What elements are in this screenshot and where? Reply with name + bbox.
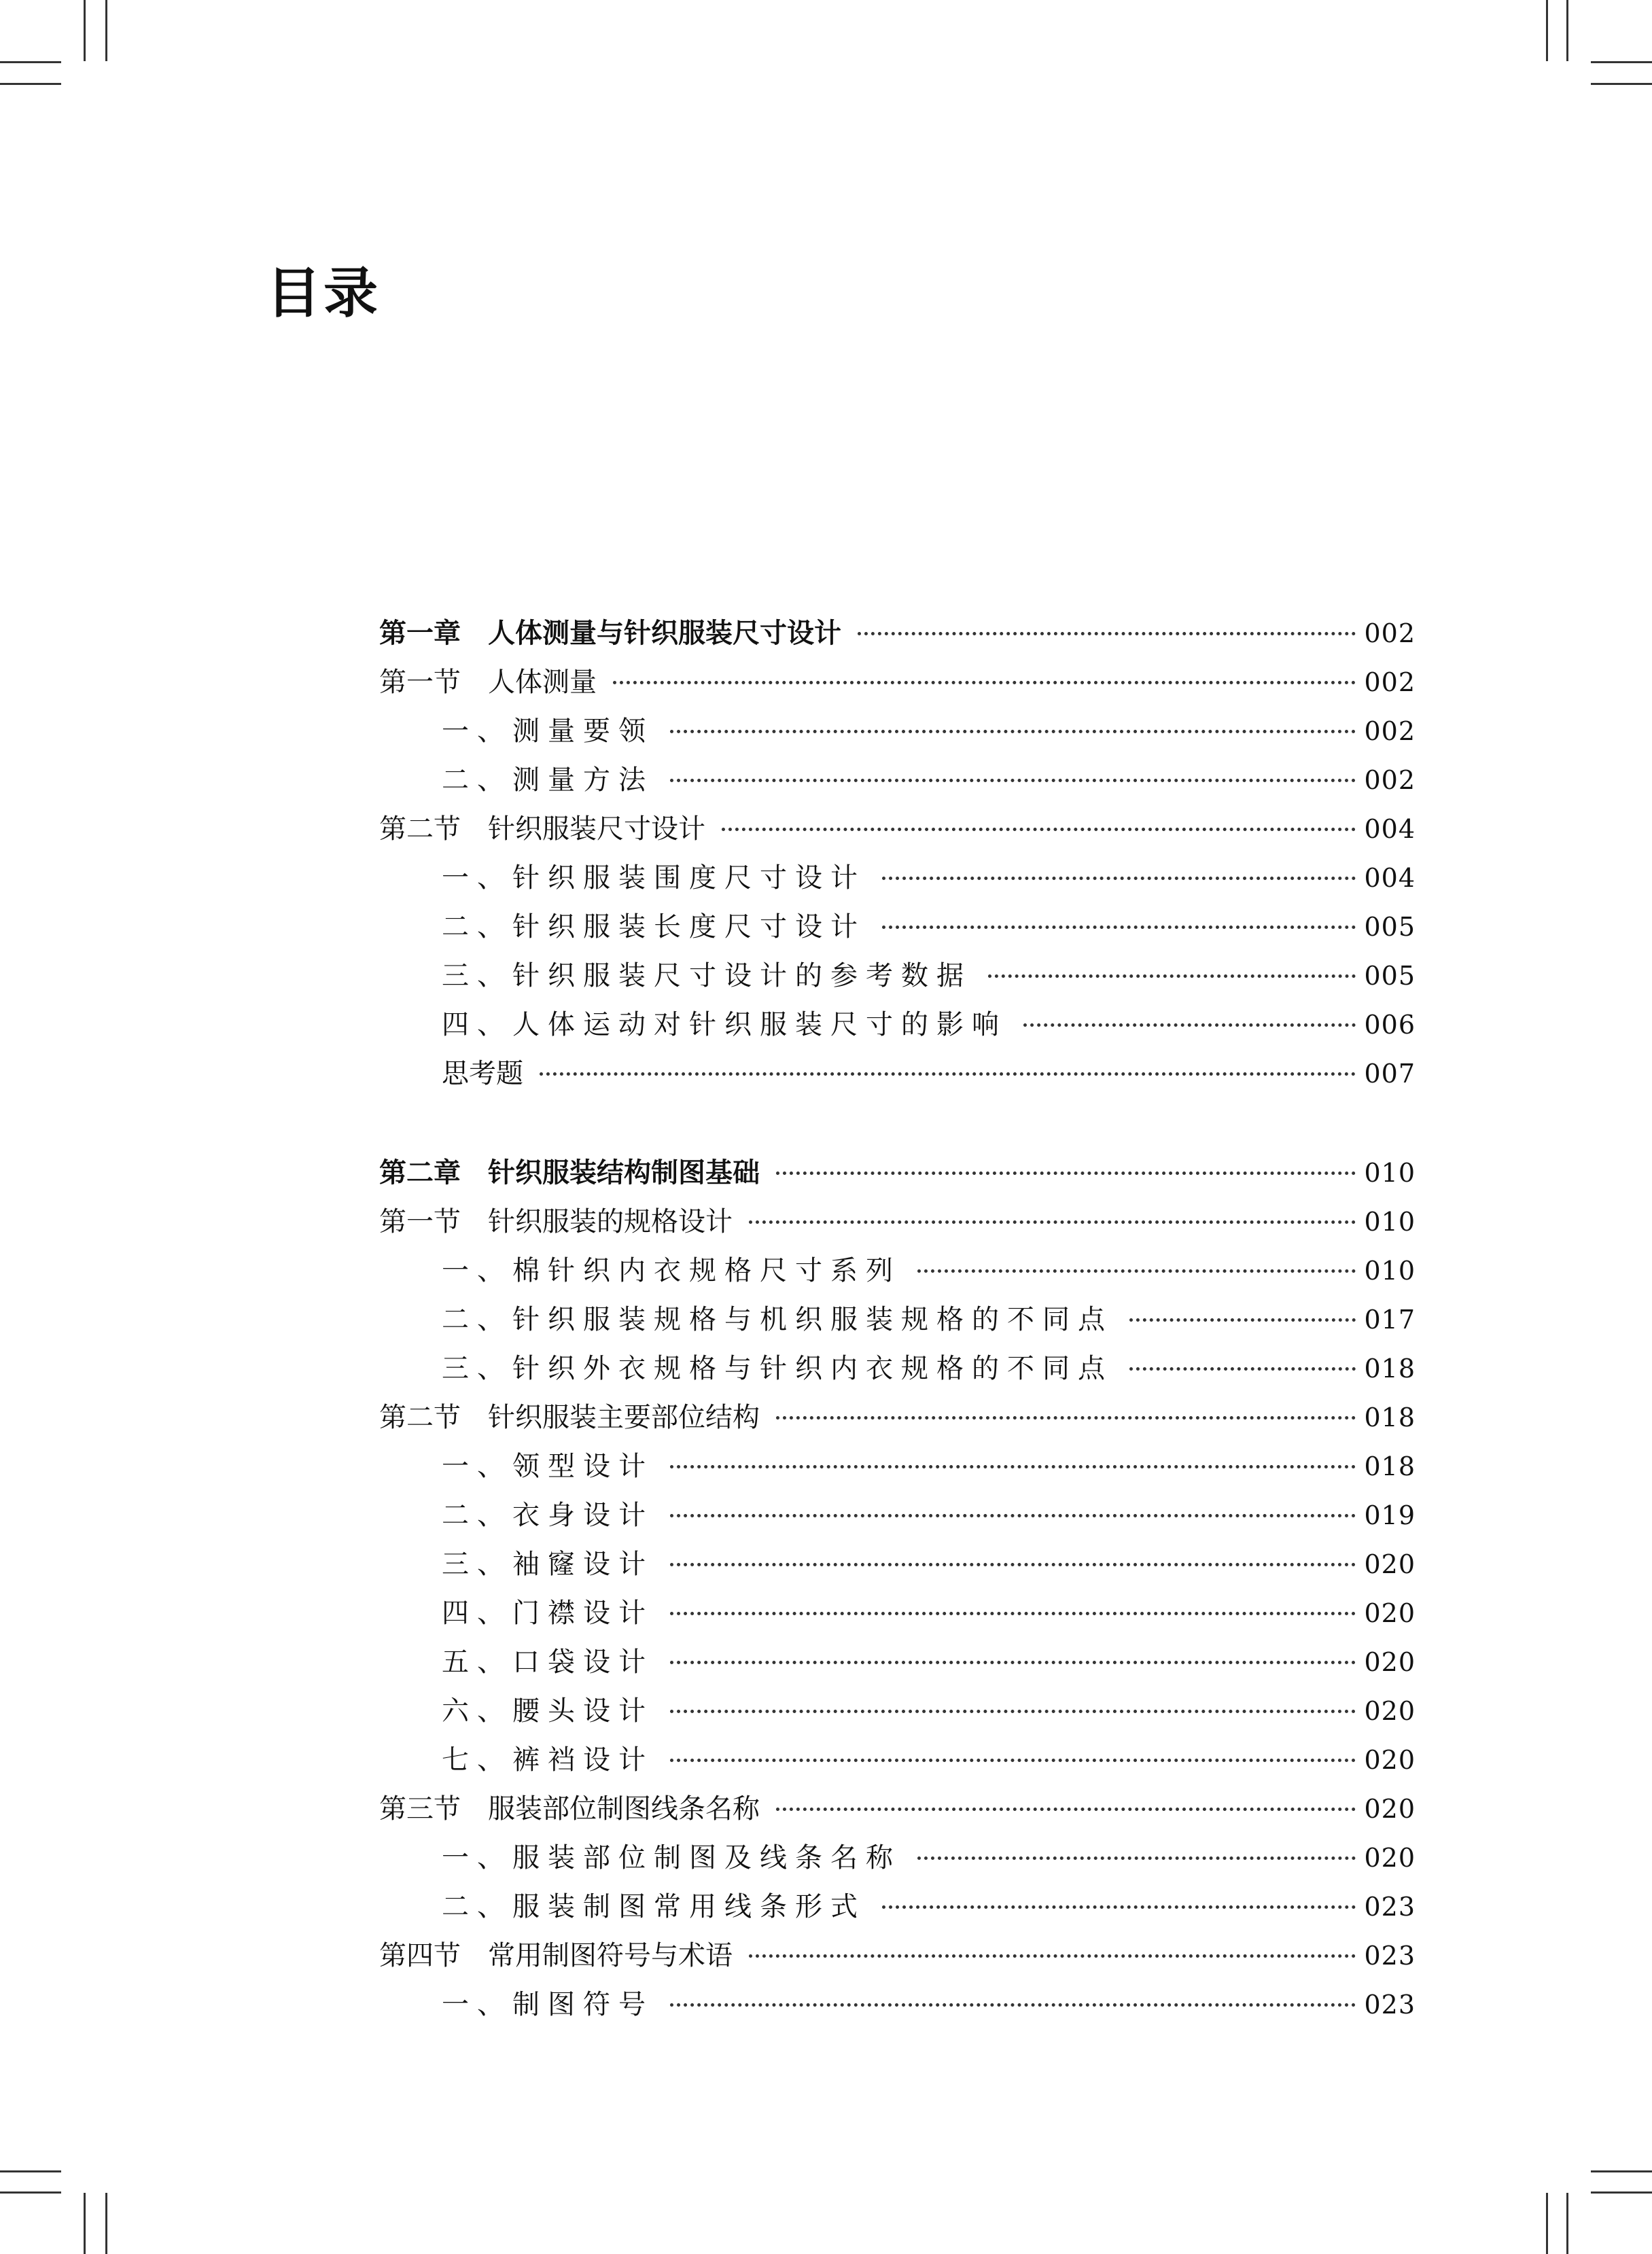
dot-leader <box>917 1856 1356 1860</box>
dot-leader <box>749 1954 1356 1958</box>
toc-entry-text: 四、人体运动对针织服装尺寸的影响 <box>442 1009 1007 1040</box>
page-title: 目录 <box>266 262 381 325</box>
toc-page-number: 007 <box>1364 1059 1416 1089</box>
crop-mark <box>84 2193 86 2254</box>
crop-mark <box>0 2191 61 2194</box>
dot-leader <box>670 779 1356 782</box>
dot-leader <box>670 730 1356 733</box>
toc-page-number: 020 <box>1364 1696 1416 1726</box>
toc-entry-label <box>442 1049 523 1098</box>
toc-entry-text: 针织服装主要部位结构 <box>488 1402 760 1433</box>
toc-page-number: 010 <box>1364 1207 1416 1237</box>
toc-page-number: 005 <box>1364 961 1416 991</box>
dot-leader <box>670 1563 1356 1566</box>
toc-entry-text: 六、腰头设计 <box>442 1695 654 1727</box>
toc-entry[interactable] <box>379 1442 1416 1491</box>
toc-entry[interactable] <box>379 1882 1416 1931</box>
toc-entry-text: 人体测量 <box>488 667 597 698</box>
dot-leader <box>882 1905 1356 1909</box>
toc-entry-text: 二、衣身设计 <box>442 1500 654 1531</box>
toc-entry-text: 一、领型设计 <box>442 1451 654 1482</box>
crop-mark <box>105 2193 107 2254</box>
toc-entry-label <box>442 902 866 951</box>
toc-entry-label <box>379 1197 733 1246</box>
toc-entry-label <box>442 1833 901 1882</box>
toc-page-number: 002 <box>1364 716 1416 746</box>
toc-entry-text: 一、棉针织内衣规格尺寸系列 <box>442 1255 901 1286</box>
toc-page-number: 010 <box>1364 1158 1416 1188</box>
toc-entry-label <box>442 1882 866 1931</box>
toc-entry-text: 三、针织外衣规格与针织内衣规格的不同点 <box>442 1353 1113 1384</box>
toc-entry-label <box>442 1687 654 1736</box>
toc-page-number: 002 <box>1364 667 1416 697</box>
toc-page-number: 018 <box>1364 1451 1416 1481</box>
toc-entry[interactable] <box>379 1197 1416 1246</box>
toc-entry-label <box>442 1295 1113 1344</box>
toc-entry[interactable] <box>379 1049 1416 1098</box>
toc-entry-text: 针织服装的规格设计 <box>488 1206 733 1237</box>
crop-mark <box>1591 2191 1652 2194</box>
toc-entry-label <box>442 1736 654 1784</box>
toc-entry-label <box>379 1148 760 1197</box>
dot-leader <box>670 1710 1356 1713</box>
crop-mark <box>1591 2170 1652 2172</box>
crop-mark <box>1591 61 1652 63</box>
crop-mark <box>0 61 61 63</box>
dot-leader <box>776 1172 1356 1175</box>
toc-entry-number: 第一节 <box>379 1206 461 1237</box>
toc-page-number: 004 <box>1364 863 1416 893</box>
toc-page-number: 020 <box>1364 1843 1416 1873</box>
dot-leader <box>882 926 1356 929</box>
toc-page-number: 018 <box>1364 1354 1416 1384</box>
toc-entry[interactable] <box>379 1000 1416 1049</box>
toc-entry-label <box>442 707 654 756</box>
toc-entry[interactable] <box>379 1784 1416 1833</box>
toc-page-number: 020 <box>1364 1647 1416 1677</box>
toc-entry[interactable] <box>379 1638 1416 1687</box>
dot-leader <box>1129 1367 1356 1371</box>
crop-mark <box>1566 2193 1568 2254</box>
toc-entry[interactable] <box>379 707 1416 756</box>
dot-leader <box>613 681 1356 684</box>
toc-entry-number: 第一节 <box>379 667 461 698</box>
toc-entry-text: 二、针织服装长度尺寸设计 <box>442 911 866 943</box>
toc-entry-label <box>442 1000 1007 1049</box>
dot-leader <box>776 1808 1356 1811</box>
dot-leader <box>749 1220 1356 1224</box>
toc-entry[interactable] <box>379 1833 1416 1882</box>
toc-entry-text: 七、裤裆设计 <box>442 1744 654 1776</box>
toc-entry-number: 第一章 <box>379 617 461 649</box>
toc-entry-label <box>442 951 972 1000</box>
toc-entry[interactable] <box>379 1980 1416 2029</box>
toc-entry-text: 二、服装制图常用线条形式 <box>442 1891 866 1922</box>
toc-entry-label <box>442 1344 1113 1393</box>
toc-entry-label <box>442 853 866 902</box>
dot-leader <box>670 1661 1356 1664</box>
toc-entry[interactable] <box>379 756 1416 805</box>
toc-entry[interactable] <box>379 1344 1416 1393</box>
dot-leader <box>1129 1318 1356 1322</box>
dot-leader <box>882 877 1356 880</box>
toc-entry[interactable] <box>379 1589 1416 1638</box>
toc-page-number: 002 <box>1364 765 1416 795</box>
toc-entry-text: 人体测量与针织服装尺寸设计 <box>488 617 841 649</box>
toc-entry-label <box>442 1491 654 1540</box>
toc-entry-number: 第四节 <box>379 1940 461 1971</box>
toc-page-number: 020 <box>1364 1598 1416 1628</box>
toc-entry-label <box>442 756 654 805</box>
toc-entry-text: 一、制图符号 <box>442 1989 654 2020</box>
dot-leader <box>917 1269 1356 1273</box>
toc-entry[interactable] <box>379 1246 1416 1295</box>
toc-entry-label <box>442 1246 901 1295</box>
toc-entry-text: 一、测量要领 <box>442 716 654 747</box>
dot-leader <box>988 974 1356 978</box>
toc-entry[interactable] <box>379 1491 1416 1540</box>
toc-entry[interactable] <box>379 1736 1416 1784</box>
toc-page-number: 023 <box>1364 1941 1416 1971</box>
crop-mark <box>105 0 107 61</box>
toc-entry-number: 第二节 <box>379 1402 461 1433</box>
dot-leader <box>670 1465 1356 1468</box>
dot-leader <box>776 1416 1356 1420</box>
toc-entry-text: 一、服装部位制图及线条名称 <box>442 1842 901 1873</box>
toc-entry[interactable] <box>379 951 1416 1000</box>
toc-entry-label <box>379 609 841 658</box>
toc-entry-label <box>379 1931 733 1980</box>
toc-entry[interactable] <box>379 609 1416 658</box>
crop-mark <box>1591 83 1652 85</box>
toc-entry-number: 第三节 <box>379 1793 461 1825</box>
toc-page-number: 006 <box>1364 1010 1416 1040</box>
table-of-contents <box>379 609 1416 2029</box>
toc-entry-text: 一、针织服装围度尺寸设计 <box>442 862 866 894</box>
toc-entry-label <box>379 1784 760 1833</box>
toc-entry[interactable] <box>379 1687 1416 1736</box>
toc-entry-number: 第二章 <box>379 1157 461 1188</box>
toc-entry-label <box>442 1540 654 1589</box>
toc-entry-label <box>442 1442 654 1491</box>
toc-page-number: 023 <box>1364 1892 1416 1922</box>
toc-entry-text: 思考题 <box>442 1058 523 1089</box>
crop-mark <box>0 83 61 85</box>
toc-entry-text: 二、针织服装规格与机织服装规格的不同点 <box>442 1304 1113 1335</box>
toc-entry-label <box>379 658 597 707</box>
toc-entry-number: 第二节 <box>379 813 461 845</box>
toc-entry-label <box>379 1393 760 1442</box>
toc-entry[interactable] <box>379 1393 1416 1442</box>
crop-mark <box>1546 0 1548 61</box>
toc-entry[interactable] <box>379 853 1416 902</box>
dot-leader <box>670 2003 1356 2007</box>
toc-entry-label <box>379 805 705 853</box>
dot-leader <box>670 1759 1356 1762</box>
dot-leader <box>858 632 1356 635</box>
dot-leader <box>670 1612 1356 1615</box>
toc-page-number: 018 <box>1364 1403 1416 1432</box>
toc-page-number: 005 <box>1364 912 1416 942</box>
toc-page-number: 020 <box>1364 1745 1416 1775</box>
toc-entry-text: 五、口袋设计 <box>442 1647 654 1678</box>
toc-entry-text: 四、门襟设计 <box>442 1598 654 1629</box>
toc-entry[interactable] <box>379 902 1416 951</box>
toc-page-number: 010 <box>1364 1256 1416 1286</box>
toc-entry-label <box>442 1638 654 1687</box>
dot-leader <box>722 828 1356 831</box>
toc-entry-label <box>442 1980 654 2029</box>
toc-entry[interactable] <box>379 658 1416 707</box>
toc-entry-text: 针织服装尺寸设计 <box>488 813 705 845</box>
crop-mark <box>1566 0 1568 61</box>
toc-entry-text: 三、针织服装尺寸设计的参考数据 <box>442 960 972 991</box>
toc-entry-text: 服装部位制图线条名称 <box>488 1793 760 1825</box>
toc-page-number: 020 <box>1364 1794 1416 1824</box>
toc-page-number: 004 <box>1364 814 1416 844</box>
toc-page-number: 023 <box>1364 1990 1416 2020</box>
toc-entry[interactable] <box>379 1295 1416 1344</box>
toc-entry[interactable] <box>379 805 1416 853</box>
toc-entry-text: 三、袖窿设计 <box>442 1549 654 1580</box>
toc-entry-text: 常用制图符号与术语 <box>488 1940 733 1971</box>
dot-leader <box>540 1072 1356 1076</box>
toc-entry[interactable] <box>379 1540 1416 1589</box>
dot-leader <box>1023 1023 1356 1027</box>
toc-page-number: 020 <box>1364 1549 1416 1579</box>
crop-mark <box>84 0 86 61</box>
toc-page-number: 019 <box>1364 1500 1416 1530</box>
dot-leader <box>670 1514 1356 1517</box>
toc-entry[interactable] <box>379 1931 1416 1980</box>
toc-page-number: 002 <box>1364 618 1416 648</box>
crop-mark <box>1546 2193 1548 2254</box>
toc-entry-label <box>442 1589 654 1638</box>
toc-entry-text: 二、测量方法 <box>442 764 654 796</box>
toc-page-number: 017 <box>1364 1305 1416 1335</box>
toc-entry[interactable] <box>379 1148 1416 1197</box>
toc-entry-text: 针织服装结构制图基础 <box>488 1157 760 1188</box>
crop-mark <box>0 2170 61 2172</box>
